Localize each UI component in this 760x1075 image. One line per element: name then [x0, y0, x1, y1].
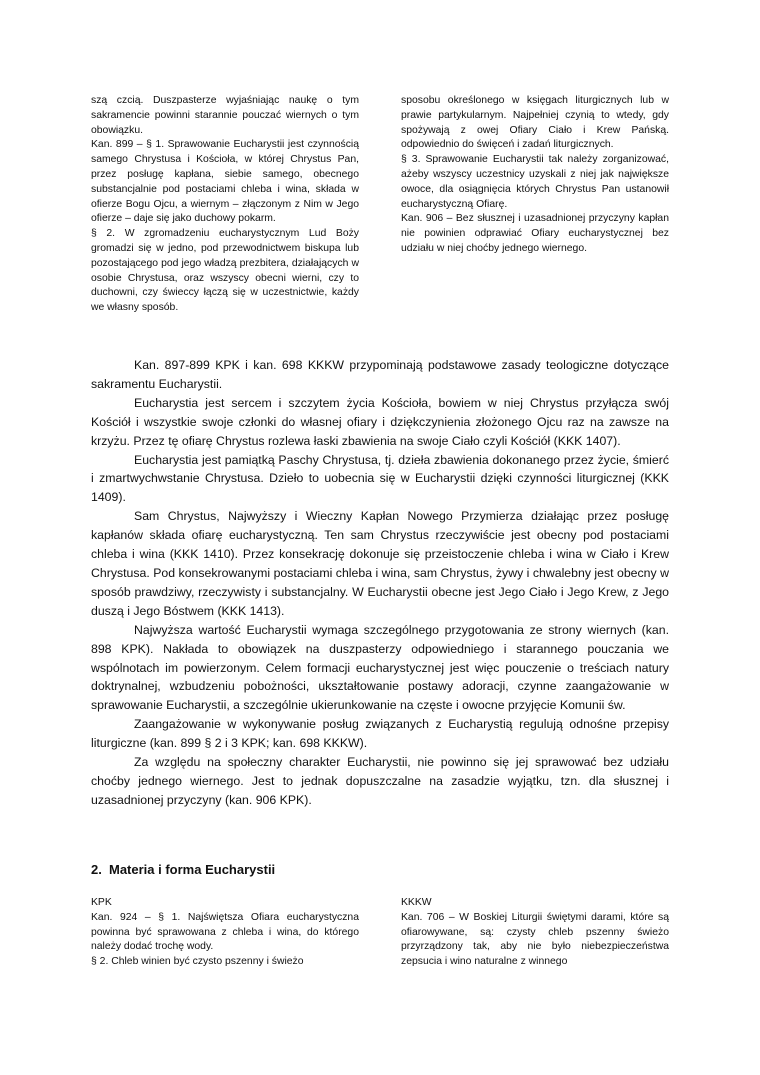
top-right-column	[401, 94, 669, 257]
paragraph: § 3. Sprawowanie Eucharystii tak należy zorganizować, ażeby wszyscy uczestnicy uzyskali z niej jak największe owoce, dla osiągnięcia których Chrystus Pan ustanowił eucharystyczną Ofiarę.	[401, 154, 669, 210]
paragraph: Kan. 899 – § 1. Sprawowanie Eucharystii jest czynnością samego Chrystusa i Kościoła, w której Chrystus Pan, przez posługę kapłana, siebie samego, obecnego substancjalnie pod postaciami chleba i wina, składa w ofierze Bogu Ojcu, a wiernym – złączonym z Nim w Jego ofierze – daje się jako duchowy pokarm.	[91, 139, 359, 225]
paragraph: szą czcią. Duszpasterze wyjaśniając naukę o tym sakramencie powinni starannie pouczać wiernych o tym obowiązku.	[91, 95, 359, 136]
paragraph: Kan. 897-899 KPK i kan. 698 KKKW przypominają podstawowe zasady teologiczne dotyczące sakramentu Eucharystii.	[91, 358, 669, 391]
paragraph: Kan. 924 – § 1. Najświętsza Ofiara eucharystyczna powinna być sprawowana z chleba i wina, do którego należy dodać trochę wody.	[91, 911, 359, 953]
section-heading	[91, 862, 275, 877]
paragraph: § 2. Chleb winien być czysto pszenny i świeżo	[91, 956, 304, 968]
paragraph: Eucharystia jest sercem i szczytem życia Kościoła, bowiem w niej Chrystus przyłącza swój Kościół i wszystkie swoje członki do własnej ofiary i dziękczynienia złożonego Ojcu raz na zawsze na krzyżu. Przez tę ofiarę Chrystus rozlewa łaski zbawienia na swoje Ciało czyli Kościół (KKK 1407).	[91, 395, 669, 448]
top-left-column	[91, 94, 359, 316]
bottom-right-column	[401, 896, 669, 970]
bottom-left-column	[91, 896, 359, 970]
paragraph: Za względu na społeczny charakter Eucharystii, nie powinno się jej sprawować bez udziału choćby jednego wiernego. Jest to jednak dopuszczalne na zasadzie wyjątku, tzn. dla słusznej i uzasadnionej przyczyny (kan. 906 KPK).	[91, 755, 669, 807]
paragraph: Najwyższa wartość Eucharystii wymaga szczególnego przygotowania ze strony wiernych (kan. 898 KPK). Nakłada to obowiązek na duszpasterzy odpowiedniego i starannego pouczania we wspólnotach im powierzonym. Celem formacji eucharystycznej jest więc pouczenie o treściach natury doktrynalnej, wzbudzeniu pobożności, ukształtowanie postawy adoracji, czynne zaangażowanie w sprawowanie Eucharystii, a szczególnie ukierunkowanie na częste i owocne przyjęcie Komunii św.	[91, 622, 669, 713]
main-text	[91, 356, 669, 810]
paragraph: Eucharystia jest pamiątką Paschy Chrystusa, tj. dzieła zbawienia dokonanego przez życie, śmierć i zmartwychwstanie Chrystusa. Dzieło to uobecnia się w Eucharystii dzięki czynności liturgicznej (KKK 1409).	[91, 452, 669, 505]
paragraph: Kan. 706 – W Boskiej Liturgii świętymi darami, które są ofiarowywane, są: czysty chleb pszenny świeżo przyrządzony tak, aby nie było niebezpieczeństwa zepsucia i wino naturalne z winnego	[401, 911, 669, 968]
paragraph: § 2. W zgromadzeniu eucharystycznym Lud Boży gromadzi się w jedno, pod przewodnictwem biskupa lub pozostającego pod jego władzą prezbitera, działających w osobie Chrystusa, oraz wszyscy obecni wierni, czy to duchowni, czy świeccy łączą się w uczestnictwie, każdy we własny sposób.	[91, 228, 359, 314]
column-label: KPK	[91, 897, 112, 908]
paragraph: Zaangażowanie w wykonywanie posług związanych z Eucharystią regulują odnośne przepisy liturgiczne (kan. 899 § 2 i 3 KPK; kan. 698 KKKW).	[91, 717, 669, 751]
section-title: Materia i forma Eucharystii	[109, 862, 276, 877]
paragraph: sposobu określonego w księgach liturgicznych lub w prawie partykularnym. Najpełniej czynią to wtedy, gdy spożywają z owej Ofiary Ciało i Krew Pańską. odpowiednio do święceń i zadań liturgicznych.	[401, 95, 669, 151]
paragraph: Kan. 906 – Bez słusznej i uzasadnionej przyczyny kapłan nie powinien odprawiać Ofiary eucharystycznej bez udziału w niej choćby jednego wiernego.	[401, 213, 669, 254]
column-label: KKKW	[401, 897, 432, 908]
section-number: 2.	[91, 862, 102, 877]
paragraph: Sam Chrystus, Najwyższy i Wieczny Kapłan Nowego Przymierza działając przez posługę kapłanów składa ofiarę eucharystyczną. Ten sam Chrystus rzeczywiście jest obecny pod postaciami chleba i wina (KKK 1410). Przez konsekrację dokonuje się przeistoczenie chleba i wina w Ciało i Krew Chrystusa. Pod konsekrowanymi postaciami chleba i wina, sam Chrystus, żywy i chwalebny jest obecny w sposób prawdziwy, rzeczywisty i substancjalny. W Eucharystii obecne jest Jego Ciało i Jego Krew, z Jego duszą i Jego Bóstwem (KKK 1413).	[91, 509, 669, 618]
